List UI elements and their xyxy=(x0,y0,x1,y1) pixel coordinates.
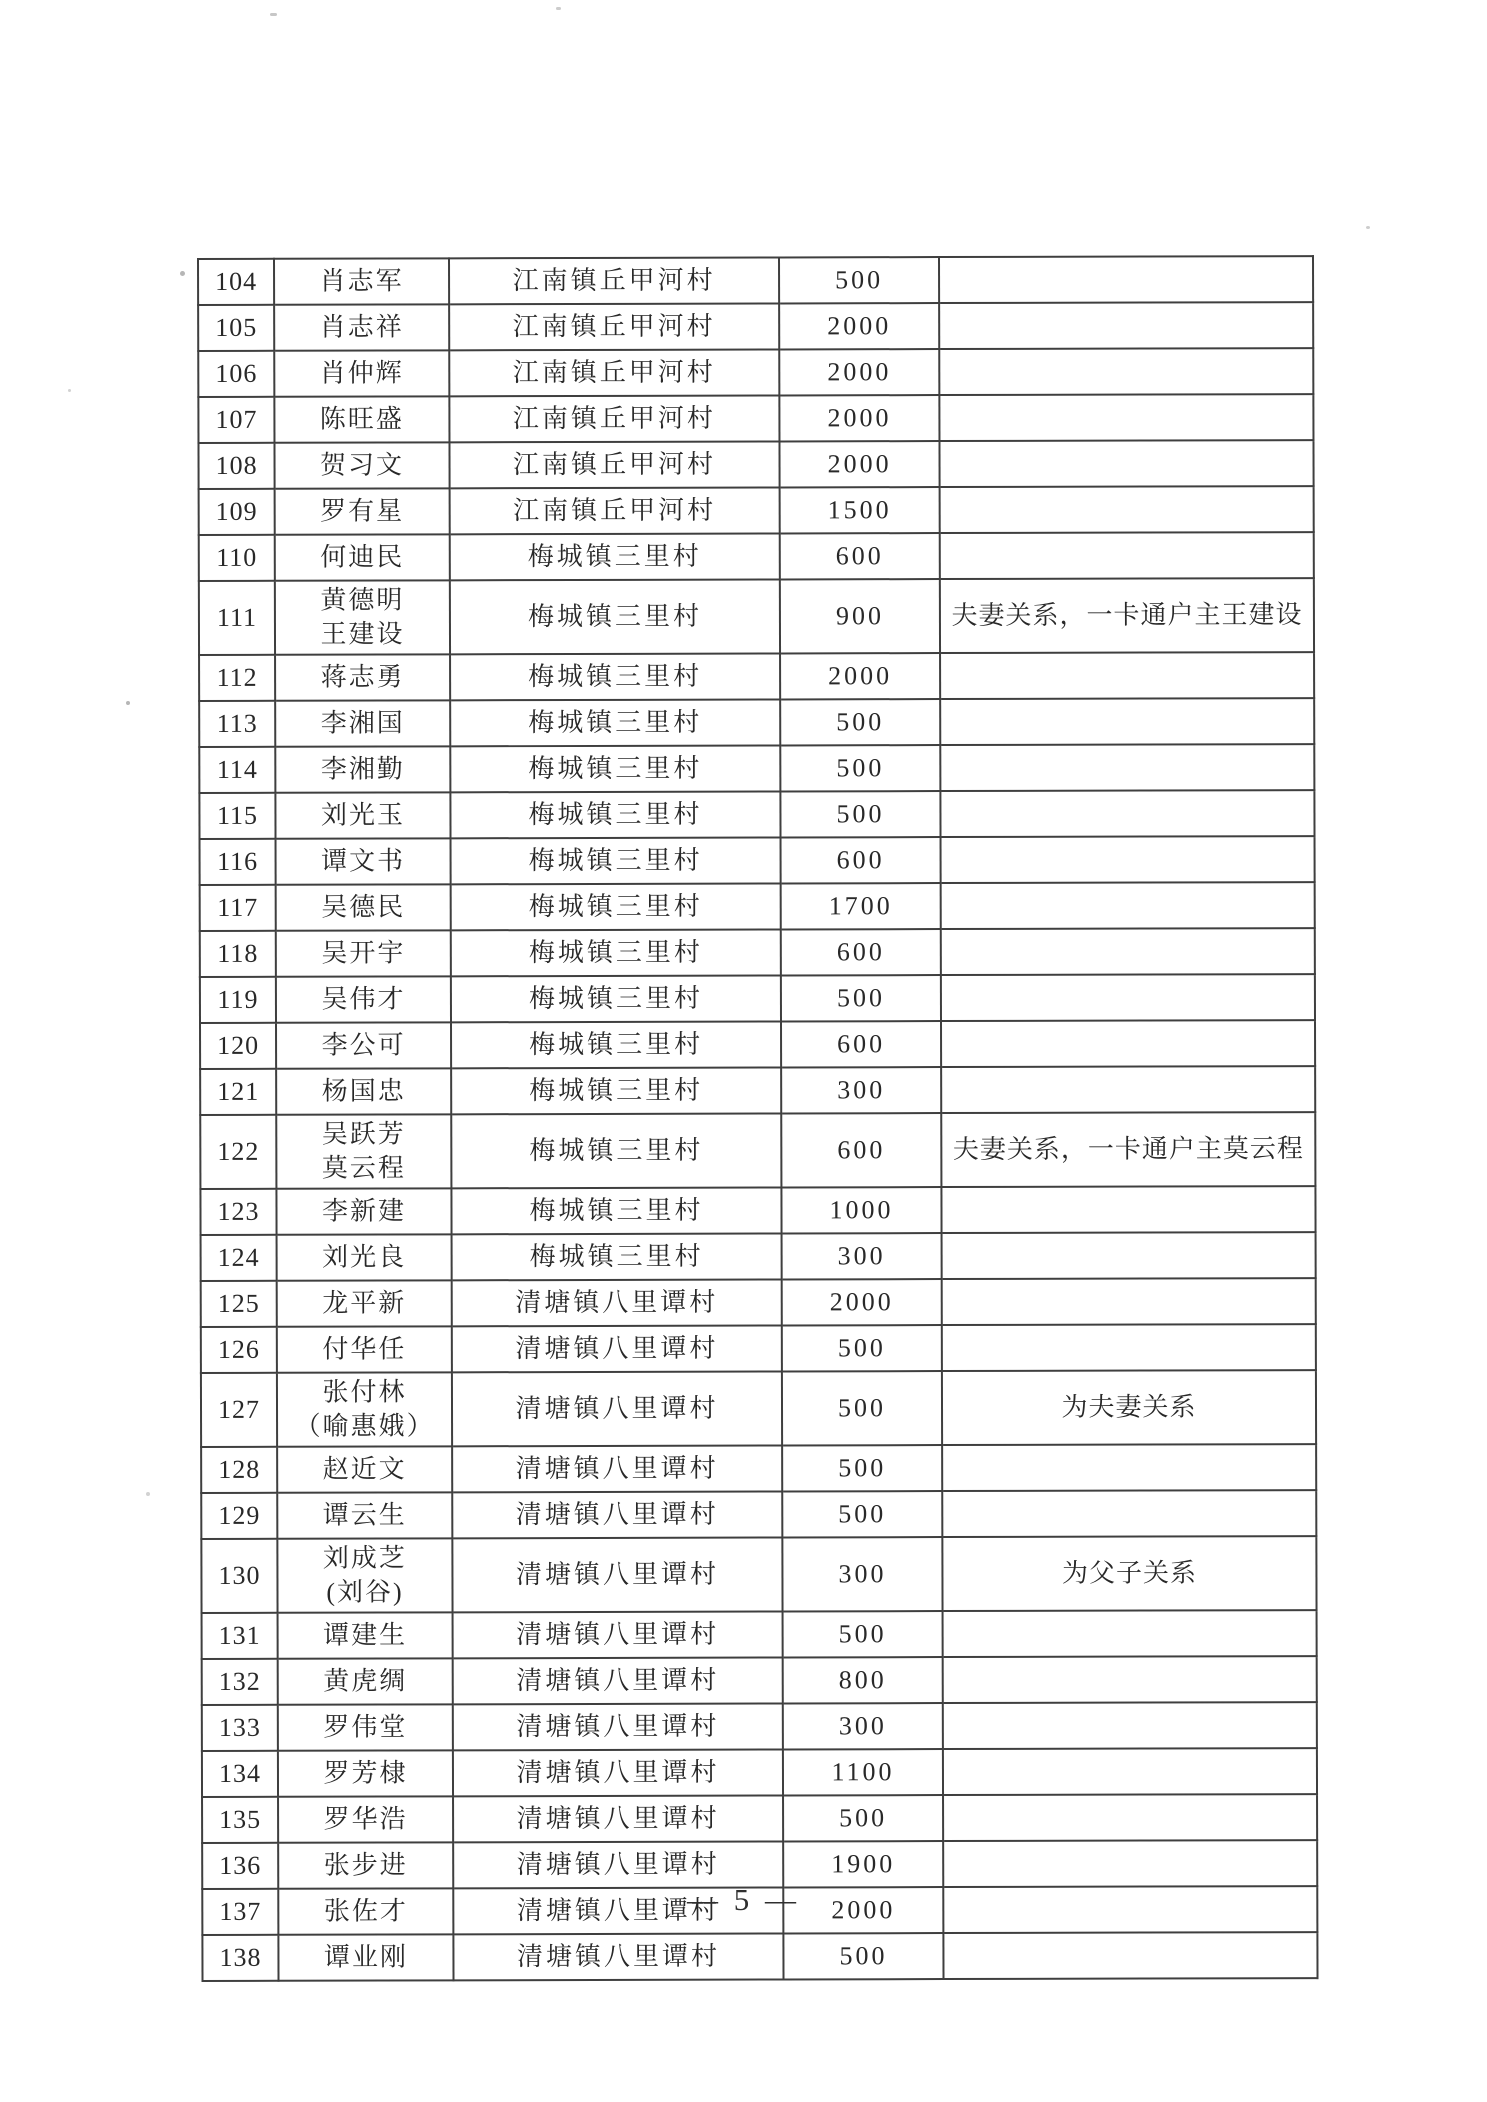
note-cell xyxy=(939,440,1313,487)
note-cell: 夫妻关系，一卡通户主莫云程 xyxy=(941,1112,1315,1187)
scan-speck xyxy=(180,271,185,276)
note-cell xyxy=(942,1232,1316,1279)
village-cell: 梅城镇三里村 xyxy=(451,883,781,930)
row-number-cell: 134 xyxy=(202,1751,278,1797)
table-row xyxy=(199,744,1314,793)
row-number-cell: 116 xyxy=(200,839,276,885)
row-number-cell: 132 xyxy=(202,1659,278,1705)
table-row xyxy=(201,1232,1316,1281)
table-row xyxy=(199,790,1314,839)
name-cell: 张步进 xyxy=(278,1842,453,1888)
row-number-cell: 130 xyxy=(201,1539,277,1613)
amount-cell: 500 xyxy=(782,1371,942,1445)
name-cell: 刘光玉 xyxy=(275,792,450,838)
village-cell: 清塘镇八里谭村 xyxy=(452,1371,782,1446)
row-number-cell: 122 xyxy=(200,1115,276,1189)
name-cell: 龙平新 xyxy=(277,1280,452,1326)
amount-cell: 500 xyxy=(783,1933,943,1979)
note-cell xyxy=(940,698,1314,745)
amount-cell: 300 xyxy=(782,1233,942,1279)
name-cell: 李湘勤 xyxy=(275,746,450,792)
village-cell: 清塘镇八里谭村 xyxy=(453,1657,783,1704)
table-row xyxy=(200,1066,1315,1115)
name-cell: 张佐才 xyxy=(278,1888,453,1934)
table-row xyxy=(198,394,1313,443)
amount-cell: 500 xyxy=(783,1795,943,1841)
name-cell: 吴跃芳 莫云程 xyxy=(276,1114,451,1188)
amount-cell: 500 xyxy=(782,1491,942,1537)
name-cell: 谭文书 xyxy=(276,838,451,884)
note-cell xyxy=(943,1702,1317,1749)
table-row xyxy=(200,1112,1315,1189)
village-cell: 清塘镇八里谭村 xyxy=(453,1887,783,1934)
amount-cell: 500 xyxy=(783,1611,943,1657)
table-row xyxy=(200,974,1315,1023)
table-row xyxy=(198,440,1313,489)
note-cell xyxy=(941,1186,1315,1233)
amount-cell: 1100 xyxy=(783,1749,943,1795)
note-cell xyxy=(940,532,1314,579)
table-row xyxy=(202,1702,1317,1751)
note-cell xyxy=(940,790,1314,837)
row-number-cell: 117 xyxy=(200,885,276,931)
amount-cell: 1500 xyxy=(780,487,940,533)
row-number-cell: 133 xyxy=(202,1705,278,1751)
row-number-cell: 114 xyxy=(199,747,275,793)
note-cell: 夫妻关系，一卡通户主王建设 xyxy=(940,578,1314,653)
village-cell: 梅城镇三里村 xyxy=(451,975,781,1022)
table-row xyxy=(202,1932,1317,1981)
row-number-cell: 120 xyxy=(200,1023,276,1069)
name-cell: 吴开宇 xyxy=(276,930,451,976)
note-cell xyxy=(943,1840,1317,1887)
amount-cell: 300 xyxy=(783,1703,943,1749)
amount-cell: 500 xyxy=(780,699,940,745)
scan-speck xyxy=(556,7,561,10)
name-cell: 张付林 （喻惠娥） xyxy=(277,1372,452,1446)
note-cell xyxy=(939,394,1313,441)
village-cell: 清塘镇八里谭村 xyxy=(452,1325,782,1372)
name-cell: 肖志军 xyxy=(274,258,449,304)
village-cell: 梅城镇三里村 xyxy=(450,533,780,580)
row-number-cell: 115 xyxy=(199,793,275,839)
village-cell: 梅城镇三里村 xyxy=(451,837,781,884)
row-number-cell: 119 xyxy=(200,977,276,1023)
row-number-cell: 135 xyxy=(202,1797,278,1843)
row-number-cell: 108 xyxy=(198,443,274,489)
village-cell: 清塘镇八里谭村 xyxy=(453,1795,783,1842)
note-cell xyxy=(941,836,1315,883)
amount-cell: 900 xyxy=(780,579,940,653)
name-cell: 李新建 xyxy=(276,1188,451,1234)
village-cell: 清塘镇八里谭村 xyxy=(453,1611,783,1658)
name-cell: 吴德民 xyxy=(276,884,451,930)
amount-cell: 600 xyxy=(780,533,940,579)
amount-cell: 2000 xyxy=(780,653,940,699)
row-number-cell: 127 xyxy=(201,1373,277,1447)
table-row xyxy=(199,486,1314,535)
row-number-cell: 112 xyxy=(199,655,275,701)
village-cell: 梅城镇三里村 xyxy=(452,1233,782,1280)
amount-cell: 300 xyxy=(781,1067,941,1113)
village-cell: 清塘镇八里谭村 xyxy=(452,1279,782,1326)
name-cell: 杨国忠 xyxy=(276,1068,451,1114)
village-cell: 梅城镇三里村 xyxy=(451,929,781,976)
name-cell: 谭业刚 xyxy=(278,1934,453,1980)
village-cell: 江南镇丘甲河村 xyxy=(450,487,780,534)
table-row xyxy=(199,652,1314,701)
note-cell: 为夫妻关系 xyxy=(942,1370,1316,1445)
table-row xyxy=(200,928,1315,977)
amount-cell: 2000 xyxy=(779,395,939,441)
amount-cell: 1700 xyxy=(781,883,941,929)
scan-speck xyxy=(126,701,130,705)
table-row xyxy=(198,302,1313,351)
table-row xyxy=(202,1748,1317,1797)
amount-cell: 500 xyxy=(780,745,940,791)
row-number-cell: 126 xyxy=(201,1327,277,1373)
name-cell: 吴伟才 xyxy=(276,976,451,1022)
amount-cell: 2000 xyxy=(779,349,939,395)
table-row xyxy=(202,1656,1317,1705)
village-cell: 清塘镇八里谭村 xyxy=(453,1703,783,1750)
name-cell: 刘成芝 (刘谷) xyxy=(277,1538,452,1612)
table-row xyxy=(201,1444,1316,1493)
table-row xyxy=(202,1794,1317,1843)
scan-speck xyxy=(1366,226,1370,229)
note-cell xyxy=(943,1656,1317,1703)
table-row xyxy=(201,1278,1316,1327)
amount-cell: 500 xyxy=(782,1445,942,1491)
row-number-cell: 125 xyxy=(201,1281,277,1327)
name-cell: 何迪民 xyxy=(275,534,450,580)
village-cell: 梅城镇三里村 xyxy=(450,579,780,654)
note-cell xyxy=(941,1020,1315,1067)
amount-cell: 2000 xyxy=(782,1279,942,1325)
note-cell xyxy=(939,256,1313,303)
name-cell: 赵近文 xyxy=(277,1446,452,1492)
village-cell: 江南镇丘甲河村 xyxy=(449,395,779,442)
note-cell xyxy=(941,882,1315,929)
amount-cell: 600 xyxy=(781,1113,941,1187)
row-number-cell: 121 xyxy=(200,1069,276,1115)
name-cell: 李公可 xyxy=(276,1022,451,1068)
row-number-cell: 129 xyxy=(201,1493,277,1539)
scan-speck xyxy=(68,389,71,392)
row-number-cell: 137 xyxy=(202,1889,278,1935)
row-number-cell: 123 xyxy=(200,1189,276,1235)
name-cell: 谭建生 xyxy=(278,1612,453,1658)
table-row xyxy=(199,698,1314,747)
row-number-cell: 105 xyxy=(198,305,274,351)
village-cell: 梅城镇三里村 xyxy=(450,791,780,838)
village-cell: 梅城镇三里村 xyxy=(450,745,780,792)
name-cell: 蒋志勇 xyxy=(275,654,450,700)
amount-cell: 300 xyxy=(782,1537,942,1611)
name-cell: 刘光良 xyxy=(277,1234,452,1280)
amount-cell: 500 xyxy=(782,1325,942,1371)
village-cell: 梅城镇三里村 xyxy=(450,653,780,700)
village-cell: 梅城镇三里村 xyxy=(451,1187,781,1234)
table-row xyxy=(201,1490,1316,1539)
table-row xyxy=(202,1610,1317,1659)
row-number-cell: 110 xyxy=(199,535,275,581)
note-cell xyxy=(940,486,1314,533)
name-cell: 罗伟堂 xyxy=(278,1704,453,1750)
village-cell: 清塘镇八里谭村 xyxy=(453,1749,783,1796)
table-body xyxy=(198,256,1318,1981)
table-row xyxy=(201,1324,1316,1373)
village-cell: 梅城镇三里村 xyxy=(451,1067,781,1114)
name-cell: 李湘国 xyxy=(275,700,450,746)
note-cell xyxy=(940,652,1314,699)
village-cell: 梅城镇三里村 xyxy=(450,699,780,746)
row-number-cell: 111 xyxy=(199,581,275,655)
row-number-cell: 131 xyxy=(202,1613,278,1659)
village-cell: 江南镇丘甲河村 xyxy=(449,441,779,488)
name-cell: 肖仲辉 xyxy=(274,350,449,396)
amount-cell: 1900 xyxy=(783,1841,943,1887)
amount-cell: 500 xyxy=(781,975,941,1021)
village-cell: 江南镇丘甲河村 xyxy=(449,257,779,304)
village-cell: 梅城镇三里村 xyxy=(451,1113,781,1188)
amount-cell: 2000 xyxy=(783,1887,943,1933)
table-row xyxy=(200,1020,1315,1069)
scan-speck xyxy=(270,13,277,16)
row-number-cell: 109 xyxy=(199,489,275,535)
row-number-cell: 106 xyxy=(198,351,274,397)
amount-cell: 800 xyxy=(783,1657,943,1703)
page-number: — 5 — xyxy=(687,1882,800,1917)
note-cell xyxy=(943,1748,1317,1795)
row-number-cell: 128 xyxy=(201,1447,277,1493)
amount-cell: 1000 xyxy=(781,1187,941,1233)
table-row xyxy=(199,578,1314,655)
amount-cell: 600 xyxy=(781,1021,941,1067)
village-cell: 清塘镇八里谭村 xyxy=(453,1841,783,1888)
name-cell: 付华任 xyxy=(277,1326,452,1372)
row-number-cell: 136 xyxy=(202,1843,278,1889)
row-number-cell: 138 xyxy=(202,1935,278,1981)
village-cell: 清塘镇八里谭村 xyxy=(453,1933,783,1980)
note-cell xyxy=(942,1278,1316,1325)
note-cell xyxy=(941,1066,1315,1113)
row-number-cell: 107 xyxy=(198,397,274,443)
village-cell: 江南镇丘甲河村 xyxy=(449,303,779,350)
name-cell: 黄德明 王建设 xyxy=(275,580,450,654)
subsidy-records-table xyxy=(197,255,1319,1982)
note-cell xyxy=(943,1932,1317,1979)
table-row xyxy=(201,1370,1316,1447)
village-cell: 江南镇丘甲河村 xyxy=(449,349,779,396)
amount-cell: 2000 xyxy=(779,303,939,349)
note-cell: 为父子关系 xyxy=(942,1536,1316,1611)
table-row xyxy=(201,1536,1316,1613)
amount-cell: 500 xyxy=(779,257,939,303)
table-row xyxy=(200,1186,1315,1235)
name-cell: 罗芳棣 xyxy=(278,1750,453,1796)
amount-cell: 2000 xyxy=(779,441,939,487)
amount-cell: 600 xyxy=(781,837,941,883)
note-cell xyxy=(939,302,1313,349)
note-cell xyxy=(941,928,1315,975)
note-cell xyxy=(942,1444,1316,1491)
name-cell: 谭云生 xyxy=(277,1492,452,1538)
note-cell xyxy=(943,1610,1317,1657)
table-row xyxy=(198,256,1313,305)
note-cell xyxy=(940,744,1314,791)
name-cell: 罗华浩 xyxy=(278,1796,453,1842)
village-cell: 梅城镇三里村 xyxy=(451,1021,781,1068)
table-row xyxy=(200,882,1315,931)
row-number-cell: 118 xyxy=(200,931,276,977)
village-cell: 清塘镇八里谭村 xyxy=(452,1445,782,1492)
village-cell: 清塘镇八里谭村 xyxy=(452,1491,782,1538)
table-row xyxy=(198,348,1313,397)
note-cell xyxy=(943,1794,1317,1841)
village-cell: 清塘镇八里谭村 xyxy=(452,1537,782,1612)
note-cell xyxy=(941,974,1315,1021)
name-cell: 贺习文 xyxy=(274,442,449,488)
name-cell: 陈旺盛 xyxy=(274,396,449,442)
table-row xyxy=(199,532,1314,581)
note-cell xyxy=(939,348,1313,395)
row-number-cell: 124 xyxy=(201,1235,277,1281)
table-row xyxy=(200,836,1315,885)
amount-cell: 500 xyxy=(780,791,940,837)
name-cell: 肖志祥 xyxy=(274,304,449,350)
row-number-cell: 104 xyxy=(198,259,274,305)
note-cell xyxy=(942,1324,1316,1371)
row-number-cell: 113 xyxy=(199,701,275,747)
scan-speck xyxy=(146,1492,150,1496)
amount-cell: 600 xyxy=(781,929,941,975)
name-cell: 黄虎绸 xyxy=(278,1658,453,1704)
name-cell: 罗有星 xyxy=(275,488,450,534)
note-cell xyxy=(942,1490,1316,1537)
